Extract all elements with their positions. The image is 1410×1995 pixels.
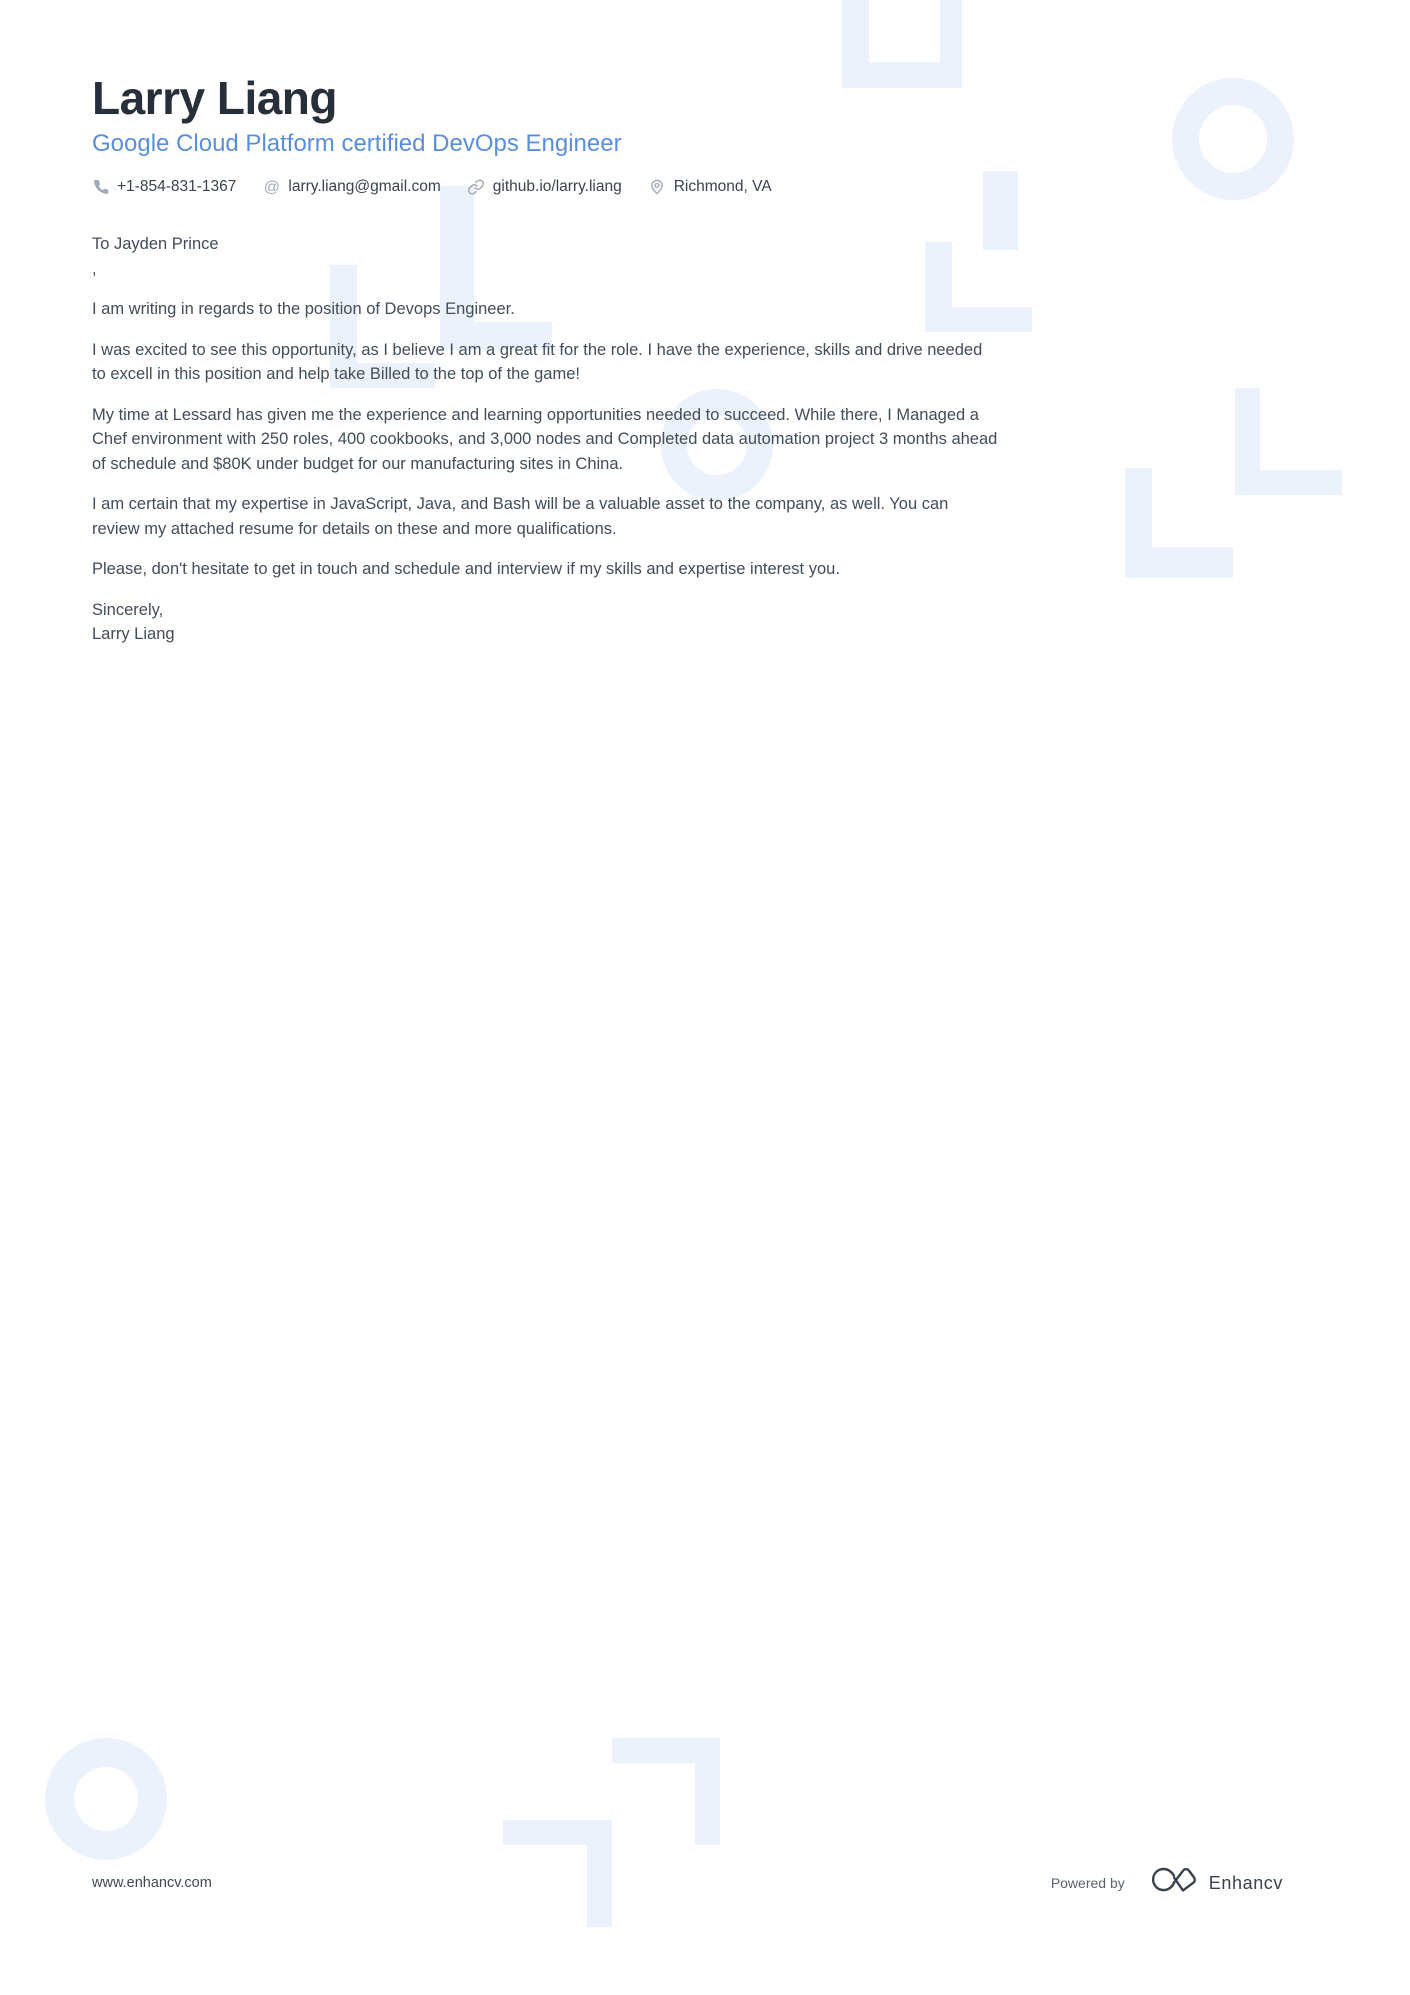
author-headline: Google Cloud Platform certified DevOps Engineer	[92, 130, 622, 157]
contact-phone-text: +1-854-831-1367	[117, 178, 237, 195]
paragraph: Please, don't hesitate to get in touch and schedule and interview if my skills and expertise interest you.	[92, 560, 840, 578]
letter-header	[0, 0, 1410, 196]
recipient: To Jayden Prince	[92, 235, 219, 253]
paragraph: I am writing in regards to the position of Devops Engineer.	[92, 300, 515, 318]
contact-website-text: github.io/larry.liang	[492, 178, 622, 195]
closing: Sincerely,	[92, 600, 164, 619]
letter-body	[92, 232, 998, 647]
contact-location	[649, 178, 772, 196]
signoff	[92, 598, 998, 647]
enhancv-brand-text: Enhancv	[1208, 1872, 1283, 1893]
signature: Larry Liang	[92, 625, 175, 643]
paragraph: I am certain that my expertise in JavaScript, Java, and Bash will be a valuable asset to the company, as well. You can review my attached resume for details on these and more qualifications.	[92, 495, 949, 538]
salutation-comma: ,	[92, 259, 97, 278]
powered-by-badge[interactable]	[1051, 1866, 1283, 1900]
contact-email[interactable]	[263, 178, 440, 196]
phone-icon	[92, 179, 109, 196]
contact-email-text: larry.liang@gmail.com	[288, 178, 441, 195]
location-icon	[649, 179, 666, 196]
at-icon: @	[263, 178, 280, 196]
contact-location-text: Richmond, VA	[673, 178, 772, 195]
enhancv-website-link[interactable]: www.enhancv.com	[92, 1875, 212, 1891]
paragraph: I was excited to see this opportunity, as I believe I am a great fit for the role. I have the experience, skills and drive needed to excell in this position and help take Billed to the top of the game!	[92, 340, 983, 383]
contact-phone	[92, 178, 236, 196]
bg-letter-o-decoration	[45, 1738, 167, 1860]
bg-bracket-decoration	[695, 1738, 720, 1845]
powered-by-label: Powered by	[1050, 1875, 1125, 1891]
author-name: Larry Liang	[92, 72, 338, 124]
contact-website[interactable]	[468, 178, 622, 196]
paragraph: My time at Lessard has given me the experience and learning opportunities needed to succeed. While there, I Managed a Chef environment with 250 roles, 400 cookbooks, and 3,000 nodes and Completed data automation project 3 months ahead of schedule and $80K under budget for our manufacturing sites in China.	[92, 405, 998, 473]
enhancv-logo-icon	[1151, 1866, 1197, 1900]
contact-row	[92, 178, 1410, 196]
link-icon	[468, 179, 485, 196]
greeting	[92, 232, 998, 281]
page-footer	[92, 1866, 1283, 1900]
